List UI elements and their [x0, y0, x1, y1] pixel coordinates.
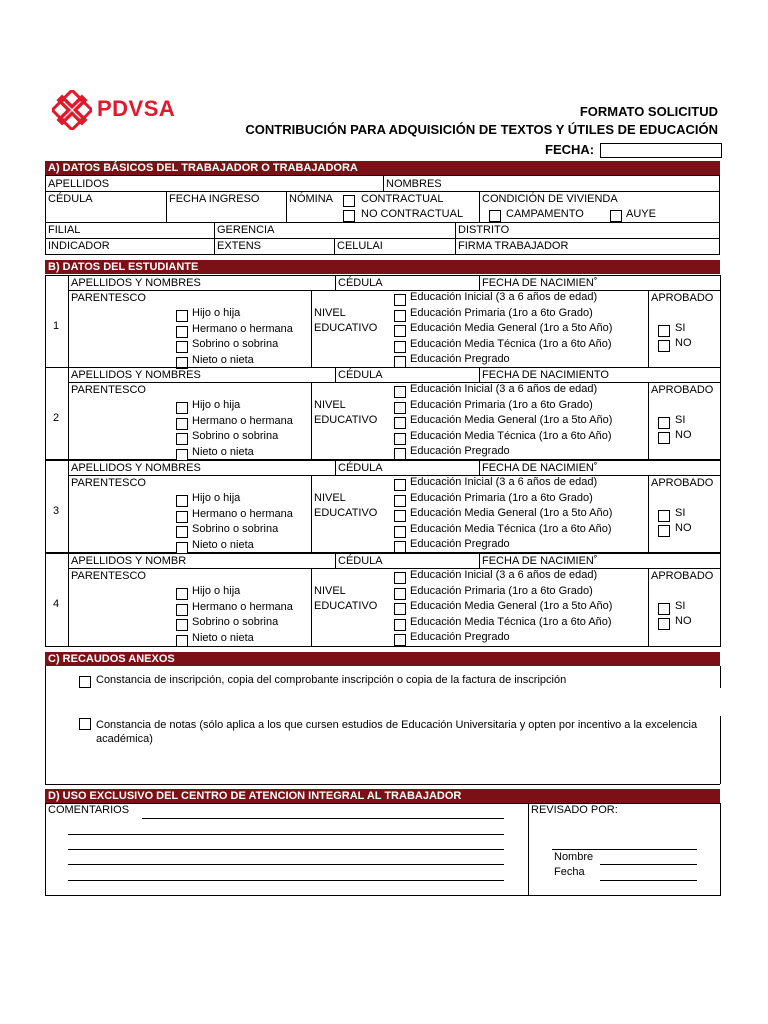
nivel-option: Educación Media Técnica (1ro a 6to Año): [410, 522, 612, 535]
constancia-inscripcion-label: Constancia de inscripción, copia del comprobante inscripción o copia de la factura de inscripción: [96, 674, 567, 686]
section-c-title: C) RECAUDOS ANEXOS: [45, 652, 720, 666]
comentarios-line-2[interactable]: [68, 834, 504, 835]
celular-label: CELULAI: [337, 240, 383, 252]
parentesco-option: Nieto o nieta: [192, 353, 254, 366]
nivel-option: Educación Pregrado: [410, 353, 510, 365]
contractual-label: CONTRACTUAL: [361, 193, 444, 205]
nivel-option: Educación Media Técnica (1ro a 6to Año): [410, 615, 612, 628]
parentesco-option: Hermano o hermana: [192, 322, 293, 335]
comentarios-line-4[interactable]: [68, 864, 504, 865]
nivel-checkbox[interactable]: [394, 448, 406, 460]
student-apellidos-label: APELLIDOS Y NOMBRES: [71, 277, 201, 289]
parentesco-option: Sobrino o sobrina: [192, 523, 279, 535]
fecha-field[interactable]: [600, 143, 722, 158]
form-title: FORMATO SOLICITUD: [579, 104, 718, 119]
nivel-checkbox[interactable]: [394, 341, 406, 353]
student-apellidos-label: APELLIDOS Y NOMBRES: [71, 369, 201, 381]
auye-label: AUYE: [626, 208, 656, 220]
nivel-option: Educación Pregrado: [410, 538, 510, 550]
aprobado-si-label: SI: [675, 600, 686, 612]
parentesco-checkbox[interactable]: [176, 511, 188, 523]
nombres-label: NOMBRES: [386, 178, 442, 190]
parentesco-option: Hermano o hermana: [192, 507, 293, 520]
parentesco-label: PARENTESCO: [71, 477, 146, 489]
nivel-checkbox[interactable]: [394, 402, 406, 414]
student-apellidos-label: APELLIDOS Y NOMBR: [71, 555, 187, 567]
parentesco-checkbox[interactable]: [176, 588, 188, 600]
nivel-checkbox[interactable]: [394, 433, 406, 445]
student-cedula-label: CÉDULA: [338, 277, 383, 289]
no-contractual-checkbox[interactable]: [343, 210, 355, 222]
aprobado-no-label: NO: [675, 337, 692, 349]
comentarios-line-3[interactable]: [68, 849, 504, 850]
indicador-label: INDICADOR: [48, 240, 110, 252]
parentesco-checkbox[interactable]: [176, 604, 188, 616]
aprobado-si-checkbox[interactable]: [658, 325, 670, 337]
parentesco-label: PARENTESCO: [71, 384, 146, 396]
parentesco-option: Hijo o hija: [192, 585, 241, 597]
educativo-label: EDUCATIVO: [314, 322, 378, 334]
revisado-por-label: REVISADO POR:: [531, 804, 618, 816]
parentesco-checkbox[interactable]: [176, 402, 188, 414]
aprobado-label: APROBADO: [651, 292, 714, 304]
student-cedula-label: CÉDULA: [338, 369, 383, 381]
nivel-option: Educación Media General (1ro a 5to Año): [410, 507, 613, 519]
comentarios-label: COMENTARIOS: [48, 804, 130, 816]
nombre-label: Nombre: [554, 851, 594, 863]
educativo-label: EDUCATIVO: [314, 507, 378, 519]
nivel-checkbox[interactable]: [394, 588, 406, 600]
nivel-checkbox[interactable]: [394, 510, 406, 522]
constancia-notas-label: Constancia de notas (sólo aplica a los que cursen estudios de Educación Universitaria y opten por incentivo a la excelencia: [96, 719, 698, 731]
parentesco-option: Hijo o hija: [192, 399, 241, 411]
aprobado-no-checkbox[interactable]: [658, 432, 670, 444]
no-contractual-label: NO CONTRACTUAL: [361, 208, 464, 220]
parentesco-option: Hijo o hija: [192, 307, 241, 319]
nivel-checkbox[interactable]: [394, 386, 406, 398]
form-subtitle: CONTRIBUCIÓN PARA ADQUISICIÓN DE TEXTOS Y ÚTILES DE EDUCACIÓN: [245, 122, 718, 137]
aprobado-label: APROBADO: [651, 384, 714, 396]
distrito-label: DISTRITO: [458, 224, 510, 236]
aprobado-no-checkbox[interactable]: [658, 525, 670, 537]
nivel-option: Educación Inicial (3 a 6 años de edad): [410, 291, 598, 303]
nivel-checkbox[interactable]: [394, 603, 406, 615]
parentesco-checkbox[interactable]: [176, 341, 188, 353]
nivel-checkbox[interactable]: [394, 417, 406, 429]
fecha-d-line[interactable]: [600, 880, 697, 881]
student-number: 2: [53, 412, 60, 424]
parentesco-option: Sobrino o sobrina: [192, 338, 279, 350]
nivel-checkbox[interactable]: [394, 310, 406, 322]
fecha-d-label: Fecha: [554, 866, 585, 878]
nivel-checkbox[interactable]: [394, 294, 406, 306]
contractual-checkbox[interactable]: [343, 195, 355, 207]
nivel-option: Educación Inicial (3 a 6 años de edad): [410, 383, 598, 395]
nivel-option: Educación Media Técnica (1ro a 6to Año): [410, 429, 612, 442]
parentesco-checkbox[interactable]: [176, 635, 188, 647]
aprobado-si-label: SI: [675, 507, 686, 519]
nivel-checkbox[interactable]: [394, 619, 406, 631]
auye-checkbox[interactable]: [610, 210, 622, 222]
section-d-title: D) USO EXCLUSIVO DEL CENTRO DE ATENCION INTEGRAL AL TRABAJADOR: [45, 789, 720, 803]
fecha-ingreso-label: FECHA INGRESO: [169, 193, 260, 205]
nivel-label: NIVEL: [314, 399, 346, 411]
constancia-inscripcion-checkbox[interactable]: [79, 676, 91, 688]
student-fecha-nacimiento-label: FECHA DE NACIMIEN˚: [482, 555, 598, 567]
parentesco-option: Sobrino o sobrina: [192, 616, 279, 628]
educativo-label: EDUCATIVO: [314, 414, 378, 426]
nivel-option: Educación Media General (1ro a 5to Año): [410, 322, 613, 334]
aprobado-si-checkbox[interactable]: [658, 603, 670, 615]
parentesco-option: Nieto o nieta: [192, 538, 254, 551]
student-number: 4: [53, 598, 60, 610]
nivel-label: NIVEL: [314, 307, 346, 319]
nivel-checkbox[interactable]: [394, 495, 406, 507]
student-apellidos-label: APELLIDOS Y NOMBRES: [71, 462, 201, 474]
parentesco-checkbox[interactable]: [176, 433, 188, 445]
nivel-label: NIVEL: [314, 585, 346, 597]
campamento-label: CAMPAMENTO: [506, 208, 584, 220]
parentesco-option: Hijo o hija: [192, 492, 241, 504]
aprobado-no-checkbox[interactable]: [658, 340, 670, 352]
aprobado-si-checkbox[interactable]: [658, 417, 670, 429]
nivel-checkbox[interactable]: [394, 325, 406, 337]
fecha-label: FECHA:: [545, 142, 595, 157]
parentesco-option: Nieto o nieta: [192, 445, 254, 458]
parentesco-label: PARENTESCO: [71, 292, 146, 304]
comentarios-line-1[interactable]: [142, 818, 504, 819]
extens-label: EXTENS: [217, 240, 262, 252]
aprobado-no-checkbox[interactable]: [658, 618, 670, 630]
cedula-label: CÉDULA: [48, 193, 93, 205]
nivel-option: Educación Media Técnica (1ro a 6to Año): [410, 337, 612, 350]
constancia-notas-label-cont: académica): [96, 733, 153, 745]
campamento-checkbox[interactable]: [489, 210, 501, 222]
condicion-vivienda-label: CONDICIÓN DE VIVIENDA: [482, 193, 618, 205]
nivel-option: Educación Pregrado: [410, 631, 510, 643]
parentesco-option: Hermano o hermana: [192, 600, 293, 613]
nivel-option: Educación Media General (1ro a 5to Año): [410, 600, 613, 612]
section-b-title: B) DATOS DEL ESTUDIANTE: [45, 260, 720, 274]
constancia-notas-checkbox[interactable]: [79, 718, 91, 730]
comentarios-line-5[interactable]: [68, 880, 504, 881]
nivel-label: NIVEL: [314, 492, 346, 504]
nivel-option: Educación Media General (1ro a 5to Año): [410, 414, 613, 426]
brand-name: PDVSA: [97, 96, 176, 121]
parentesco-checkbox[interactable]: [176, 542, 188, 554]
aprobado-no-label: NO: [675, 522, 692, 534]
apellidos-label: APELLIDOS: [48, 178, 110, 190]
nivel-checkbox[interactable]: [394, 541, 406, 553]
nombre-line[interactable]: [600, 864, 697, 865]
parentesco-checkbox[interactable]: [176, 310, 188, 322]
aprobado-no-label: NO: [675, 615, 692, 627]
nivel-option: Educación Primaria (1ro a 6to Grado): [410, 398, 593, 411]
student-cedula-label: CÉDULA: [338, 555, 383, 567]
gerencia-label: GERENCIA: [217, 224, 275, 236]
student-cedula-label: CÉDULA: [338, 462, 383, 474]
parentesco-checkbox[interactable]: [176, 449, 188, 461]
student-number: 3: [53, 505, 60, 517]
student-number: 1: [53, 320, 60, 332]
aprobado-si-checkbox[interactable]: [658, 510, 670, 522]
parentesco-checkbox[interactable]: [176, 526, 188, 538]
parentesco-label: PARENTESCO: [71, 570, 146, 582]
parentesco-checkbox[interactable]: [176, 495, 188, 507]
aprobado-si-label: SI: [675, 322, 686, 334]
aprobado-label: APROBADO: [651, 477, 714, 489]
nomina-label: NÓMINA: [289, 193, 333, 205]
filial-label: FILIAL: [48, 224, 81, 236]
aprobado-si-label: SI: [675, 414, 686, 426]
nivel-option: Educación Primaria (1ro a 6to Grado): [410, 306, 593, 319]
aprobado-label: APROBADO: [651, 570, 714, 582]
nivel-checkbox[interactable]: [394, 479, 406, 491]
section-a-title: A) DATOS BÁSICOS DEL TRABAJADOR O TRABAJADORA: [45, 161, 720, 175]
parentesco-option: Hermano o hermana: [192, 414, 293, 427]
parentesco-option: Sobrino o sobrina: [192, 430, 279, 442]
student-fecha-nacimiento-label: FECHA DE NACIMIEN˚: [482, 462, 598, 474]
student-fecha-nacimiento-label: FECHA DE NACIMIEN˚: [482, 277, 598, 289]
nivel-option: Educación Pregrado: [410, 445, 510, 457]
parentesco-checkbox[interactable]: [176, 619, 188, 631]
parentesco-option: Nieto o nieta: [192, 631, 254, 644]
student-fecha-nacimiento-label: FECHA DE NACIMIENTO: [482, 369, 609, 381]
nivel-option: Educación Primaria (1ro a 6to Grado): [410, 491, 593, 504]
nivel-checkbox[interactable]: [394, 572, 406, 584]
revisado-firma-line[interactable]: [552, 849, 697, 850]
nivel-option: Educación Inicial (3 a 6 años de edad): [410, 569, 598, 581]
nivel-option: Educación Inicial (3 a 6 años de edad): [410, 476, 598, 488]
nivel-option: Educación Primaria (1ro a 6to Grado): [410, 584, 593, 597]
parentesco-checkbox[interactable]: [176, 326, 188, 338]
nivel-checkbox[interactable]: [394, 634, 406, 646]
educativo-label: EDUCATIVO: [314, 600, 378, 612]
aprobado-no-label: NO: [675, 429, 692, 441]
pdvsa-logo-icon: [52, 90, 92, 130]
firma-label: FIRMA TRABAJADOR: [458, 240, 569, 252]
parentesco-checkbox[interactable]: [176, 418, 188, 430]
nivel-checkbox[interactable]: [394, 526, 406, 538]
